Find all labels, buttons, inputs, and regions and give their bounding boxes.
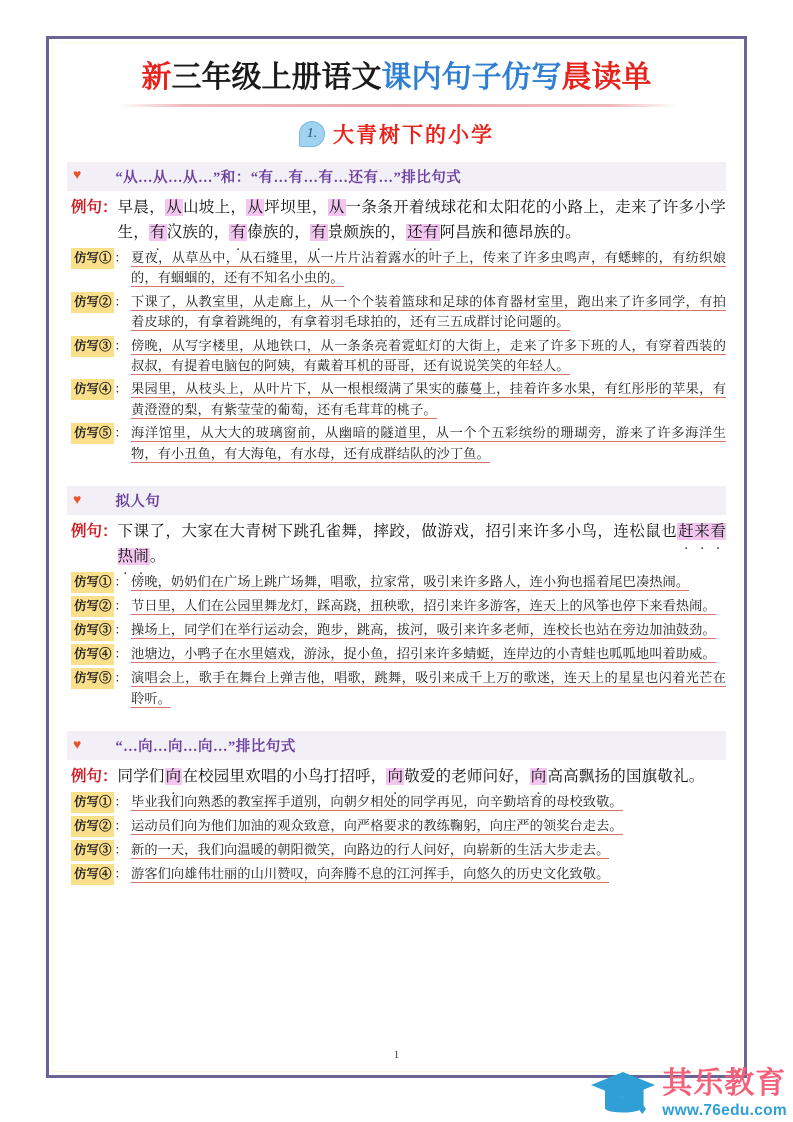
example-segment-6: 一条条开着绒球花和太阳花的小路上，走来了许多小学生， xyxy=(117,198,726,241)
imitation-row xyxy=(67,816,726,837)
imitation-text xyxy=(131,336,726,377)
imitation-underlined: 运动员们向为他们加油的观众致意，向严格要求的教练鞠躬，向庄严的领奖台走去。 xyxy=(131,818,623,834)
imitation-colon: ： xyxy=(114,294,128,309)
imitation-text xyxy=(131,644,716,664)
example-text xyxy=(118,764,705,789)
example-row xyxy=(67,764,726,789)
imitation-row xyxy=(67,292,726,333)
imitation-row xyxy=(67,336,726,377)
imitation-colon: ： xyxy=(114,382,128,397)
imitation-colon: ： xyxy=(114,795,128,810)
example-segment-0: 同学们 xyxy=(117,768,165,786)
imitation-tag: 仿写① xyxy=(71,248,114,269)
example-segment-0: 早晨， xyxy=(117,198,166,216)
highlighted-keyword xyxy=(530,768,548,785)
brand-logo xyxy=(589,1068,787,1120)
heart-icon: ♥ xyxy=(73,492,82,508)
imitation-text xyxy=(131,792,623,812)
imitation-tag: 仿写④ xyxy=(71,644,114,665)
sections-container xyxy=(67,162,726,886)
title-part-2: 课内句子仿写 xyxy=(381,61,562,94)
example-text xyxy=(118,195,726,245)
imitation-row xyxy=(67,572,726,593)
example-tag: 例句： xyxy=(71,198,118,216)
example-segment-2: 在校园里欢唱的小鸟打招呼， xyxy=(182,768,387,786)
imitation-tag: 仿写③ xyxy=(71,620,114,641)
section-spacer xyxy=(67,464,726,473)
emphasis-char: 热 xyxy=(117,548,134,566)
emphasis-char: 从 xyxy=(247,198,264,216)
imitation-colon: ： xyxy=(114,599,128,614)
imitation-tag: 仿写① xyxy=(71,572,114,593)
imitation-colon: ： xyxy=(114,647,128,662)
emphasis-char: 还 xyxy=(407,223,423,241)
imitation-text xyxy=(131,840,609,860)
page-title xyxy=(67,59,726,97)
highlighted-keyword xyxy=(165,768,183,785)
emphasis-char: 向 xyxy=(530,768,547,786)
imitation-text xyxy=(131,292,726,333)
example-tag: 例句： xyxy=(71,768,118,786)
imitation-underlined: 节日里，人们在公园里舞龙灯，踩高跷，扭秧歌，招引来许多游客，连天上的风筝也停下来看热闹。 xyxy=(131,598,716,614)
title-divider xyxy=(117,104,677,107)
imitation-tag: 仿写② xyxy=(71,292,114,313)
heart-icon: ♥ xyxy=(73,168,82,183)
imitation-tag: 仿写② xyxy=(71,596,114,617)
highlighted-keyword xyxy=(310,224,328,241)
graduation-cap-icon xyxy=(589,1068,657,1120)
imitation-colon: ： xyxy=(114,843,128,858)
imitation-underlined: 下课了，从教室里，从走廊上，从一个个装着篮球和足球的体育器材室里，跑出来了许多同学，有拍着皮球的，有拿着跳绳的，有拿着羽毛球拍的，还有三五成群讨论问题的。 xyxy=(131,293,726,330)
imitation-tag: 仿写④ xyxy=(71,864,114,885)
imitation-underlined: 夏夜，从草丛中，从石缝里，从一片片沾着露水的叶子上，传来了许多虫鸣声，有蟋蟀的，有纺织娘的，有蝈蝈的，还有不知名小虫的。 xyxy=(131,249,726,286)
section-label: “从…从…从…”和：“有…有…有…还有…”排比句式 xyxy=(115,169,462,186)
section-header-paihhan-cong-you xyxy=(67,162,726,191)
highlighted-keyword xyxy=(149,224,167,241)
example-segment-4: 坪坝里， xyxy=(264,198,328,216)
imitation-row xyxy=(67,668,726,709)
emphasis-char: 赶 xyxy=(678,523,695,541)
emphasis-char: 有 xyxy=(230,223,247,241)
emphasis-char: 向 xyxy=(387,768,404,786)
imitation-colon: ： xyxy=(114,426,128,441)
highlighted-keyword xyxy=(386,768,404,785)
section-label: “…向…向…向…”排比句式 xyxy=(115,739,296,756)
imitation-underlined: 傍晚，从写字楼里，从地铁口，从一条条亮着霓虹灯的大街上，走来了许多下班的人，有穿着西装的叔叔，有提着电脑包的阿姨，有戴着耳机的哥哥，还有说说笑笑的年轻人。 xyxy=(131,337,726,373)
emphasis-char: 有 xyxy=(149,223,166,241)
imitation-row xyxy=(67,596,726,617)
emphasis-char: 有 xyxy=(422,223,439,241)
example-segment-4: 敬爱的老师问好， xyxy=(404,768,530,786)
example-segment-12: 景颇族的， xyxy=(327,223,407,241)
imitation-underlined: 游客们向雄伟壮丽的山川赞叹，向奔腾不息的江河挥手，向悠久的历史文化致敬。 xyxy=(131,866,610,882)
imitation-tag: 仿写⑤ xyxy=(71,668,114,689)
imitation-tag: 仿写③ xyxy=(71,840,114,861)
imitation-tag: 仿写② xyxy=(71,816,114,837)
title-part-3: 晨读单 xyxy=(561,61,652,94)
imitation-text xyxy=(131,379,726,420)
imitation-row xyxy=(67,864,726,885)
imitation-colon: ： xyxy=(114,250,128,265)
imitation-row xyxy=(67,840,726,861)
page-content xyxy=(49,39,744,1075)
imitation-underlined: 演唱会上，歌手在舞台上弹吉他，唱歌，跳舞，吸引来成千上万的歌迷，连天上的星星也闪着光芒在聆听。 xyxy=(131,670,726,706)
emphasis-char: 从 xyxy=(328,198,345,216)
section-header-paibi-xiang xyxy=(67,731,726,760)
highlighted-keyword xyxy=(165,199,183,216)
example-row xyxy=(67,195,726,245)
lesson-title: 大青树下的小学 xyxy=(333,122,494,147)
imitation-colon: ： xyxy=(114,623,128,638)
emphasis-char: 闹 xyxy=(133,548,149,566)
imitation-row xyxy=(67,248,726,289)
imitation-underlined: 操场上，同学们在举行运动会，跑步，跳高，拔河，吸引来许多老师，连校长也站在旁边加油鼓劲。 xyxy=(131,622,716,638)
example-row xyxy=(67,519,726,569)
brand-text xyxy=(662,1069,787,1119)
example-text xyxy=(118,519,726,569)
imitation-colon: ： xyxy=(114,575,128,590)
emphasis-char: 看 xyxy=(710,523,726,541)
imitation-row xyxy=(67,644,726,665)
example-segment-0: 下课了，大家在大青树下跳孔雀舞，摔跤，做游戏，招引来许多小鸟，连松鼠也 xyxy=(117,523,678,541)
emphasis-char: 从 xyxy=(166,198,182,216)
section-label: 拟人句 xyxy=(115,494,161,511)
highlighted-keyword xyxy=(229,224,247,241)
imitation-colon: ： xyxy=(114,867,128,882)
highlighted-keyword xyxy=(406,224,439,241)
imitation-underlined: 池塘边，小鸭子在水里嬉戏，游泳，捉小鱼，招引来许多蜻蜓，连岸边的小青蛙也呱呱地叫着助威。 xyxy=(131,646,716,662)
imitation-text xyxy=(131,816,623,836)
imitation-underlined: 傍晚，奶奶们在广场上跳广场舞，唱歌，拉家常，吸引来许多路人，连小狗也摇着尾巴凑热闹。 xyxy=(131,574,690,590)
highlighted-keyword xyxy=(246,199,264,216)
imitation-text xyxy=(131,423,726,464)
section-header-nirenju xyxy=(67,486,726,515)
brand-name-cn: 其乐教育 xyxy=(662,1067,787,1101)
imitation-underlined: 果园里，从枝头上，从叶片下，从一根根缀满了果实的藤蔓上，挂着许多水果，有红彤彤的苹果，有黄澄澄的梨，有紫莹莹的葡萄，还有毛茸茸的桃子。 xyxy=(131,381,726,417)
imitation-text xyxy=(131,668,726,709)
imitation-colon: ： xyxy=(114,819,128,834)
imitation-underlined: 海洋馆里，从大大的玻璃窗前，从幽暗的隧道里，从一个个五彩缤纷的珊瑚旁，游来了许多海洋生物，有小丑鱼，有大海龟，有水母，还有成群结队的沙丁鱼。 xyxy=(131,425,726,461)
imitation-text xyxy=(131,596,716,616)
title-part-1: 三年级上册语文 xyxy=(171,61,382,94)
brand-url: www.76edu.com xyxy=(662,1102,787,1120)
highlighted-keyword xyxy=(328,199,346,216)
title-part-0: 新 xyxy=(141,61,172,94)
imitation-colon: ： xyxy=(114,338,128,353)
imitation-colon: ： xyxy=(114,671,128,686)
lesson-number-badge: 1. xyxy=(299,121,325,147)
imitation-underlined: 新的一天，我们向温暖的朝阳微笑，向路边的行人问好，向崭新的生活大步走去。 xyxy=(131,842,610,858)
section-nirenju xyxy=(67,486,726,709)
lesson-heading xyxy=(67,119,726,149)
imitation-row xyxy=(67,620,726,641)
example-segment-8: 汉族的， xyxy=(166,223,230,241)
emphasis-char: 有 xyxy=(310,223,327,241)
imitation-row xyxy=(67,379,726,420)
heart-icon: ♥ xyxy=(73,737,82,753)
imitation-tag: 仿写③ xyxy=(71,336,114,357)
imitation-tag: 仿写① xyxy=(71,792,114,813)
imitation-text xyxy=(131,864,609,884)
imitation-tag: 仿写⑤ xyxy=(71,423,114,444)
emphasis-char: 向 xyxy=(165,768,182,786)
example-segment-10: 傣族的， xyxy=(247,223,310,241)
section-paibi-xiang xyxy=(67,731,726,885)
page-frame xyxy=(46,36,747,1078)
emphasis-char: 来 xyxy=(694,523,711,541)
section-spacer xyxy=(67,709,726,718)
example-segment-14: 阿昌族和德昂族的。 xyxy=(439,223,581,241)
imitation-tag: 仿写④ xyxy=(71,379,114,400)
imitation-text xyxy=(131,572,689,592)
imitation-row xyxy=(67,423,726,464)
page-number: 1 xyxy=(393,1049,400,1061)
example-segment-6: 高高飘扬的国旗敬礼。 xyxy=(547,768,705,786)
imitation-text xyxy=(131,620,716,640)
section-paihhan-cong-you xyxy=(67,162,726,465)
imitation-underlined: 毕业我们向熟悉的教室挥手道别，向朝夕相处的同学再见，向辛勤培育的母校致敬。 xyxy=(131,794,623,810)
example-segment-2: 。 xyxy=(149,548,166,566)
example-segment-2: 山坡上， xyxy=(182,198,247,216)
example-tag: 例句： xyxy=(71,523,118,541)
